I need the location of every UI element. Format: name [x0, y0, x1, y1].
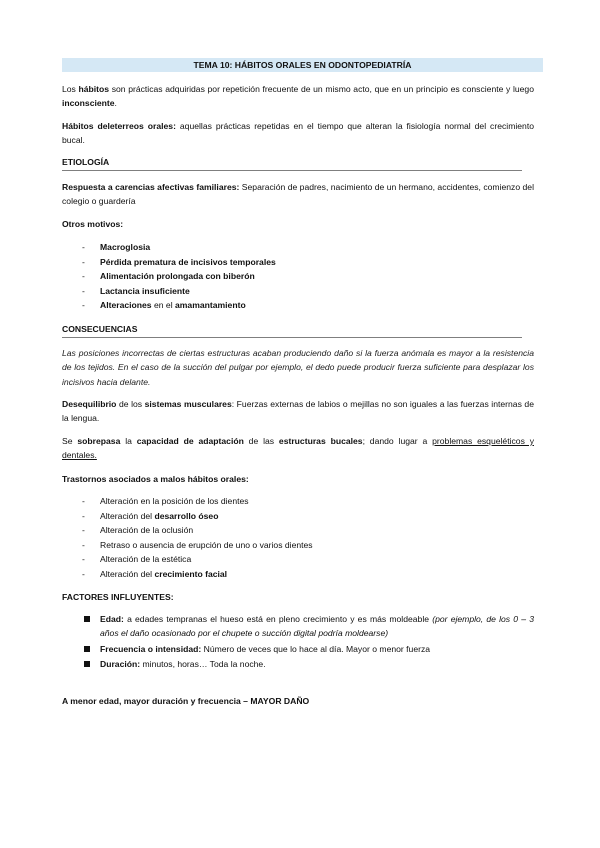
- text-run: aquellas prácticas repetidas en el tiempo que alteran la fisiología normal del crecimiento bucal.: [62, 121, 534, 146]
- page-title: TEMA 10: HÁBITOS ORALES EN ODONTOPEDIATRÍA: [62, 58, 543, 72]
- section-heading-consecuencias: CONSECUENCIAS: [62, 322, 522, 338]
- trastornos-list: [62, 494, 532, 582]
- text-run: de las: [243, 436, 279, 446]
- text-run-bold: Alimentación prolongada con biberón: [100, 271, 255, 282]
- text-run: Número de veces que lo hace al día. Mayor o menor fuerza: [201, 643, 431, 654]
- list-item: [62, 509, 532, 524]
- intro-habitos-paragraph: [62, 82, 534, 111]
- list-item: [62, 567, 532, 582]
- conclusion-text: A menor edad, mayor duración y frecuencia – MAYOR DAÑO: [62, 696, 310, 706]
- text-run-bold: Hábitos deleterreos orales:: [62, 121, 176, 131]
- list-item: [62, 240, 532, 255]
- text-run: son prácticas adquiridas por repetición frecuente de un mismo acto, que en un principio es consciente y luego: [109, 84, 534, 94]
- text-run: ; dando lugar a: [362, 436, 433, 446]
- factores-list: [84, 612, 534, 672]
- text-run-bold: Edad:: [100, 614, 124, 624]
- text-run: Alteración de la oclusión: [100, 525, 194, 536]
- text-run-bold: desarrollo óseo: [154, 510, 219, 521]
- dash-bullet: -: [82, 525, 85, 536]
- otros-motivos-list: [62, 240, 532, 313]
- text-run-bold: amamantamiento: [175, 300, 246, 311]
- text-run-bold: Desequilibrio: [62, 399, 117, 409]
- dash-bullet: -: [82, 300, 85, 311]
- text-run-bold: Alteraciones: [100, 300, 152, 311]
- text-run-bold: Frecuencia o intensidad:: [100, 643, 202, 654]
- text-run: la: [120, 436, 137, 446]
- square-bullet-icon: [84, 616, 90, 622]
- section-heading-factores: FACTORES INFLUYENTES:: [62, 592, 174, 602]
- text-run: Alteración del: [100, 568, 155, 579]
- dash-bullet: -: [82, 271, 85, 282]
- text-run-bold: Macroglosia: [100, 242, 151, 252]
- text-run-bold: inconsciente: [62, 98, 115, 109]
- text-run: : Fuerzas externas de labios o mejillas no son iguales a las fuerzas internas de la lengua.: [62, 399, 534, 424]
- text-run: minutos, horas… Toda la noche.: [140, 659, 266, 670]
- text-run-bold: capacidad de adaptación: [136, 436, 244, 446]
- sobrepasa-paragraph: [62, 434, 534, 463]
- text-run: a edades tempranas el hueso está en pleno crecimiento y es más moldeable: [123, 614, 433, 624]
- text-run: de los: [116, 399, 145, 409]
- list-item: [62, 523, 532, 538]
- square-bullet-icon: [84, 646, 90, 652]
- text-run-bold: estructuras bucales: [278, 436, 363, 446]
- text-run-bold: Respuesta a carencias afectivas familiares:: [62, 182, 240, 192]
- text-run: Se: [62, 436, 78, 446]
- text-run: en el: [151, 300, 176, 311]
- list-item: [62, 269, 532, 284]
- dash-bullet: -: [82, 539, 85, 550]
- text-run: Alteración en la posición de los dientes: [100, 496, 249, 506]
- text-run-italic: (por ejemplo, de los 0 – 3 años el daño ocasionado por el chupete o succión digital podría moldearse): [100, 614, 534, 639]
- desequilibrio-paragraph: [62, 397, 534, 426]
- list-item: [62, 494, 532, 509]
- text-run: Alteración del: [100, 510, 155, 521]
- text-run: Los: [62, 84, 79, 94]
- list-item: [62, 538, 532, 553]
- list-item: [62, 284, 532, 299]
- text-run: Alteración de la estética: [100, 554, 192, 565]
- text-run-bold: sobrepasa: [77, 436, 121, 446]
- text-run-underlined: problemas esqueléticos y dentales.: [62, 436, 534, 461]
- dash-bullet: -: [82, 242, 85, 252]
- text-run-bold: Duración:: [100, 659, 141, 670]
- otros-motivos-label: Otros motivos:: [62, 219, 124, 229]
- dash-bullet: -: [82, 510, 85, 521]
- intro-deleterreos-paragraph: [62, 119, 534, 148]
- dash-bullet: -: [82, 256, 85, 267]
- list-item: [84, 612, 534, 641]
- etiologia-paragraph: [62, 180, 534, 209]
- text-run-bold: Pérdida prematura de incisivos temporales: [100, 256, 276, 267]
- text-run-bold: hábitos: [78, 84, 110, 94]
- dash-bullet: -: [82, 496, 85, 506]
- text-run: Retraso o ausencia de erupción de uno o varios dientes: [100, 539, 313, 550]
- text-run-bold: sistemas musculares: [144, 399, 232, 409]
- text-run-bold: crecimiento facial: [154, 568, 228, 579]
- text-run-bold: Lactancia insuficiente: [100, 285, 190, 296]
- list-item: [84, 642, 534, 656]
- text-run: Separación de padres, nacimiento de un hermano, accidentes, comienzo del colegio o guardería: [62, 182, 534, 207]
- list-item: [62, 552, 532, 567]
- text-run: .: [114, 98, 117, 109]
- section-heading-etiologia: ETIOLOGÍA: [62, 155, 522, 171]
- dash-bullet: -: [82, 285, 85, 296]
- square-bullet-icon: [84, 661, 90, 667]
- dash-bullet: -: [82, 554, 85, 565]
- list-item: [84, 657, 534, 671]
- list-item: [62, 298, 532, 313]
- dash-bullet: -: [82, 568, 85, 579]
- trastornos-label: Trastornos asociados a malos hábitos orales:: [62, 474, 249, 484]
- list-item: [62, 255, 532, 270]
- consecuencias-italic-paragraph: Las posiciones incorrectas de ciertas estructuras acaban produciendo daño si la fuerza anómala es mayor a la resistencia de los tejidos. En el caso de la succión del pulgar por ejemplo, el dedo puede producir fuerza suficiente para desplazar los incisivos hacia delante.: [62, 348, 534, 387]
